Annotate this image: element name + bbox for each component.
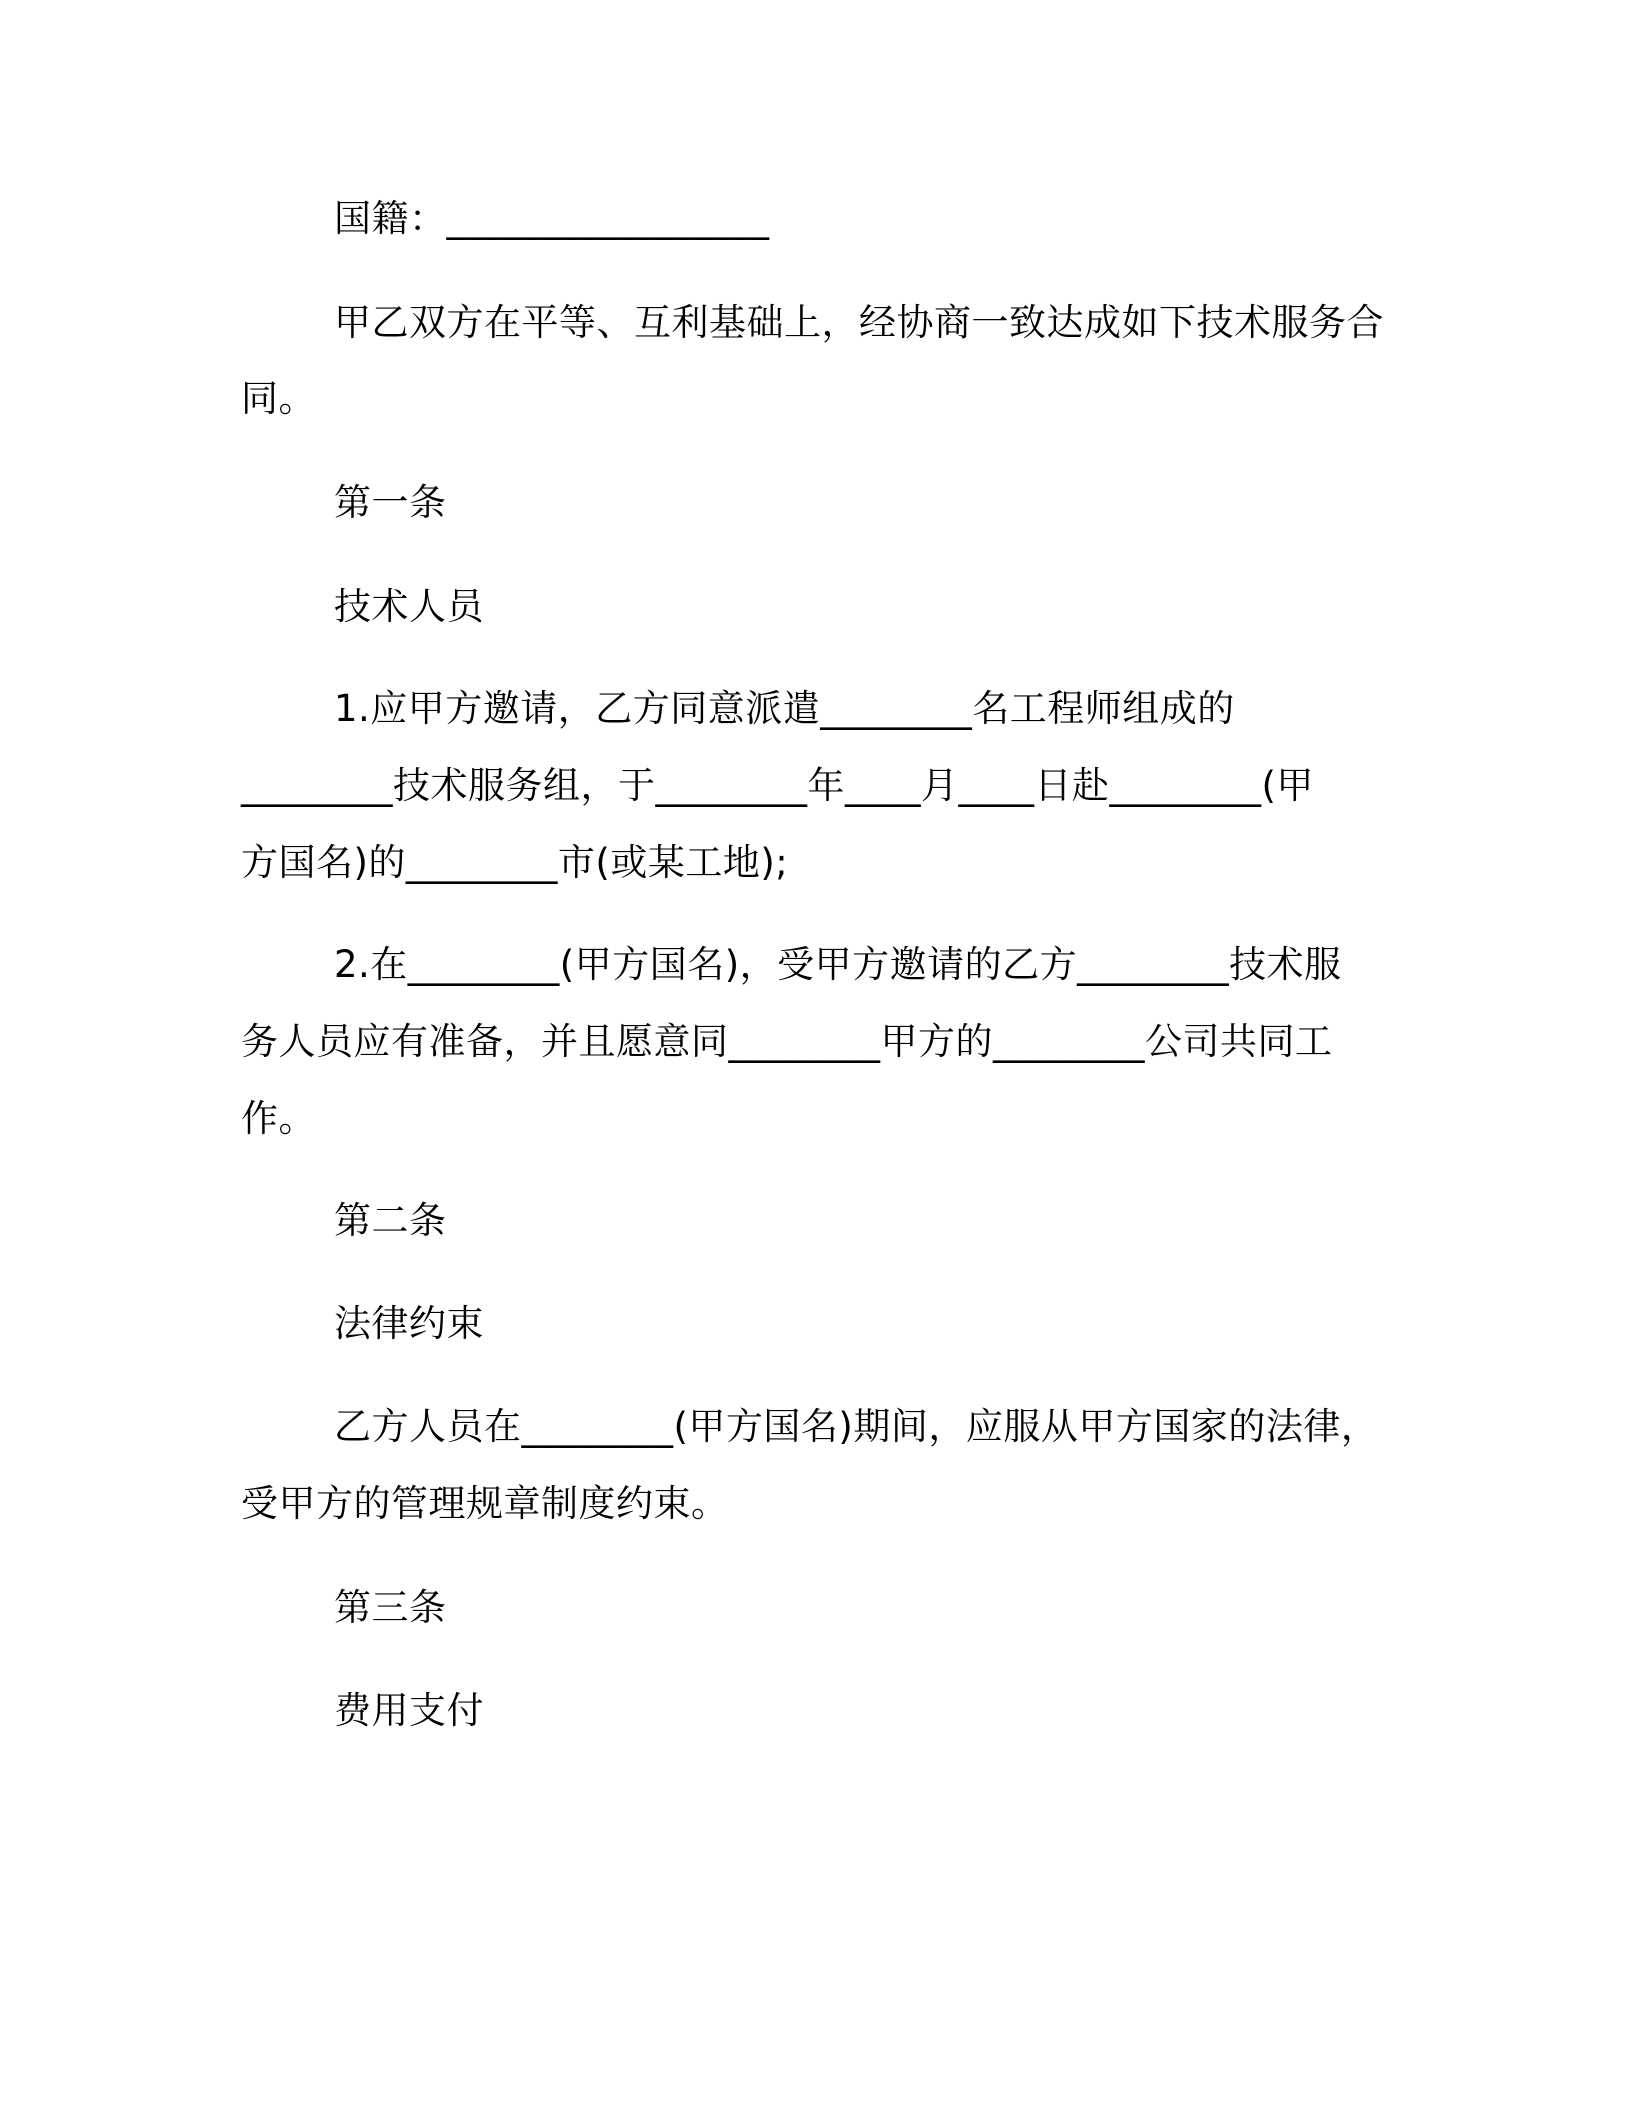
contract-intro-line-1: 甲乙双方在平等、互利基础上，经协商一致达成如下技术服务合	[334, 301, 1384, 344]
article-2-text-line-1: 乙方人员在________(甲方国名)期间，应服从甲方国家的法律，	[334, 1405, 1379, 1448]
article-3-title: 费用支付	[334, 1689, 484, 1732]
article-1-title: 技术人员	[334, 585, 484, 628]
article-2-title: 法律约束	[334, 1302, 484, 1345]
article-1-clause-1-line-2: ________技术服务组，于________年____月____日赴________(甲	[241, 764, 1314, 807]
article-1-heading: 第一条	[334, 481, 447, 524]
article-1-clause-2-line-1: 2.在________(甲方国名)，受甲方邀请的乙方________技术服	[334, 943, 1342, 986]
contract-intro-line-2: 同。	[241, 377, 316, 420]
article-1-clause-2-line-2: 务人员应有准备，并且愿意同________甲方的________公司共同工	[241, 1020, 1333, 1063]
article-3-heading: 第三条	[334, 1586, 447, 1629]
nationality-field-line: 国籍：_________________	[334, 197, 770, 240]
article-1-clause-2-line-3: 作。	[241, 1097, 316, 1140]
article-2-text-line-2: 受甲方的管理规章制度约束。	[241, 1482, 729, 1525]
article-1-clause-1-line-1: 1.应甲方邀请，乙方同意派遣________名工程师组成的	[334, 687, 1235, 730]
article-2-heading: 第二条	[334, 1199, 447, 1242]
article-1-clause-1-line-3: 方国名)的________市(或某工地);	[241, 841, 789, 884]
